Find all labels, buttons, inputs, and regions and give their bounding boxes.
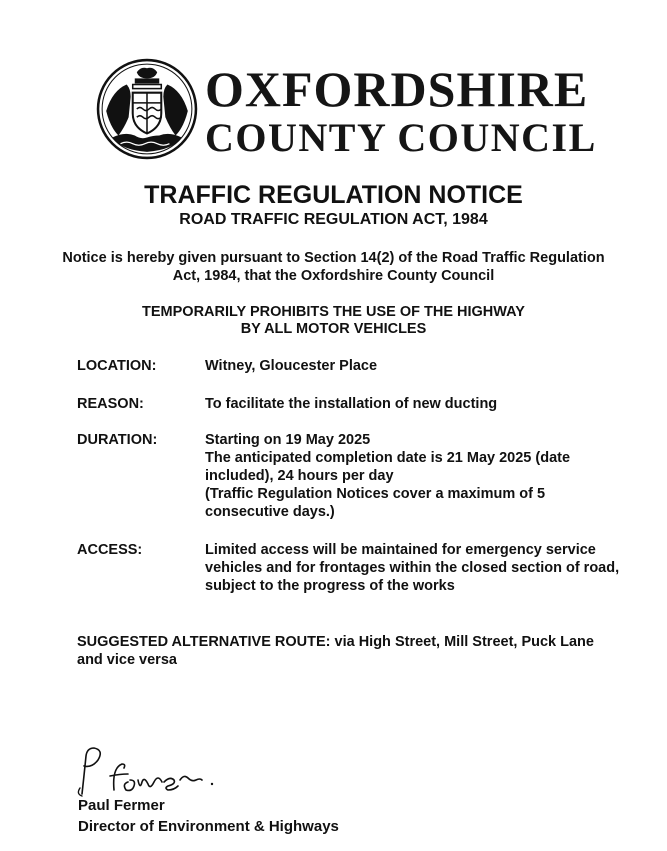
notice-title: TRAFFIC REGULATION NOTICE: [144, 181, 523, 209]
duration-start: Starting on 19 May 2025: [205, 432, 371, 448]
location-value: Witney, Gloucester Place: [205, 358, 378, 374]
reason-label: REASON:: [77, 396, 144, 412]
logo-line-1: OXFORDSHIRE: [205, 61, 589, 117]
duration-value: [205, 431, 585, 521]
signatory-name: Paul Fermer: [78, 797, 165, 814]
alternative-route: SUGGESTED ALTERNATIVE ROUTE: via High Street, Mill Street, Puck Lane and vice versa: [77, 634, 594, 668]
duration-label: DURATION:: [77, 432, 158, 448]
notice-subtitle: ROAD TRAFFIC REGULATION ACT, 1984: [179, 211, 488, 228]
prohibition-line-2: BY ALL MOTOR VEHICLES: [240, 321, 427, 337]
signatory-title: Director of Environment & Highways: [78, 818, 339, 835]
duration-completion: The anticipated completion date is 21 May 2025 (date included), 24 hours per day: [205, 450, 571, 484]
access-value: Limited access will be maintained for emergency service vehicles and for frontages within the closed section of road, subject to the progress of the works: [205, 542, 620, 594]
reason-value: To facilitate the installation of new ducting: [205, 396, 498, 412]
notice-intro: Notice is hereby given pursuant to Section 14(2) of the Road Traffic Regulation Act, 1984, that the Oxfordshire County Council: [62, 250, 605, 284]
access-label: ACCESS:: [77, 542, 143, 558]
logo-line-2: COUNTY COUNCIL: [205, 115, 597, 160]
prohibition-statement: [60, 304, 607, 338]
handwritten-signature-icon: [72, 742, 232, 798]
prohibition-line-1: TEMPORARILY PROHIBITS THE USE OF THE HIGHWAY: [142, 304, 525, 320]
county-crest-icon: [96, 58, 198, 160]
duration-note: (Traffic Regulation Notices cover a maximum of 5 consecutive days.): [205, 486, 546, 520]
council-logo-text: [205, 61, 625, 160]
location-label: LOCATION:: [77, 358, 157, 374]
